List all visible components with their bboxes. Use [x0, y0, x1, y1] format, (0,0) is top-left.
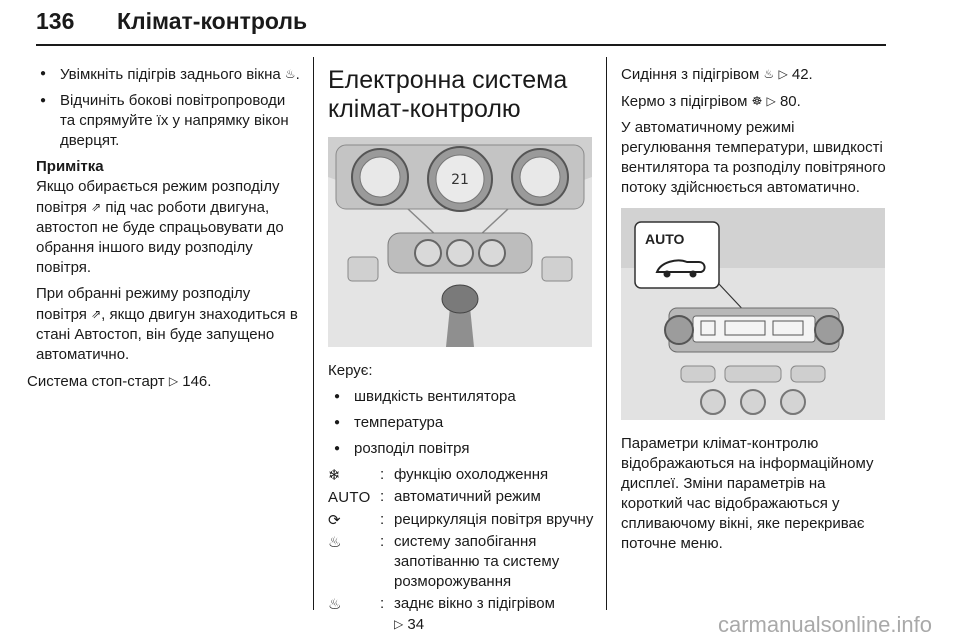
site-watermark: carmanualsonline.info: [717, 612, 932, 637]
column-divider-2: [606, 57, 607, 610]
column-middle: [328, 66, 594, 637]
auto-label: AUTO: [645, 231, 685, 247]
note-title: Примітка: [36, 158, 104, 175]
heated-seat-reference: Сидіння з підігрівом ♨ ▷ 42.: [621, 66, 813, 83]
display-panel: [665, 308, 843, 352]
upper-panel: [336, 145, 584, 211]
symbol-row-recirculation: ⟳ : рециркуляція повітря вручну: [328, 511, 594, 529]
recirculation-icon: ⟳: [328, 511, 341, 529]
symbol-row-rear-window-heat: ♨ : заднє вікно з підігрівом ▷ 34: [328, 595, 555, 633]
control-fan-speed: ● швидкість вентилятора: [330, 387, 594, 407]
symbols-table: [328, 465, 594, 637]
auto-icon: AUTO: [328, 489, 371, 506]
note-paragraph-1: Якщо обирається режим розподілу повітря ⇗ під час роботи двигуна, автостоп не буде спрацьовувати до обрання іншого виду розподілу повітря.: [36, 178, 284, 276]
column-right: [621, 64, 886, 560]
display-paragraph: Параметри клімат-контролю відображаються на інформаційному дисплеї. Зміни параметрів на короткий час відображаються у спливаючому вікні, яке перекриває поточне меню.: [621, 435, 874, 552]
symbol-row-cooling: ❄ : функцію охолодження: [328, 466, 549, 484]
column-divider-1: [313, 57, 314, 610]
page-reference-link[interactable]: 146.: [182, 373, 212, 390]
page-reference-link[interactable]: 80.: [779, 93, 801, 110]
climate-display-figure: [621, 208, 885, 420]
heated-seat-icon: ♨: [763, 67, 775, 81]
lower-console: [388, 233, 532, 273]
page-reference-icon: ▷: [168, 374, 179, 388]
page-number: 136: [36, 8, 75, 34]
heated-wheel-reference: Кермо з підігрівом ☸ ▷ 80.: [621, 93, 801, 110]
instruction-rear-defrost: ● Увімкніть підігрів заднього вікна ♨.: [36, 64, 304, 85]
stop-start-reference: Система стоп-старт ▷ 146.: [27, 373, 212, 390]
symbol-row-auto: AUTO : автоматичний режим: [328, 488, 541, 506]
page-reference-link[interactable]: 34: [407, 616, 425, 633]
rear-defrost-icon: ♨: [284, 67, 296, 81]
symbol-row-windscreen-defrost: ♨ : систему запобігання запотіванню та систему розморожування: [328, 533, 560, 590]
cooling-icon: ❄: [328, 466, 341, 484]
rear-window-heat-icon: ♨: [328, 595, 342, 613]
control-temperature: ● температура: [330, 413, 594, 433]
climate-control-panel-figure: [328, 137, 592, 347]
auto-mode-paragraph: У автоматичному режимі регулювання температури, швидкості вентилятора та розподілу повітряного потоку здійснюється автоматично.: [621, 119, 886, 196]
note-paragraph-2: При обранні режиму розподілу повітря ⇗, якщо двигун знаходиться в стані Автостоп, він буде запущено автоматично.: [36, 285, 298, 363]
instruction-side-vents: ● Відчиніть бокові повітропроводи та спрямуйте їх у напрямку вікон дверцят.: [36, 91, 304, 151]
temperature-display: 21: [451, 172, 469, 188]
page-reference-icon: ▷: [766, 94, 776, 108]
control-air-distribution: ● розподіл повітря: [330, 439, 594, 459]
page-reference-icon: ▷: [394, 617, 404, 631]
windscreen-defrost-icon: ♨: [328, 533, 342, 551]
controls-label: Керує:: [328, 362, 373, 379]
air-distribution-windscreen-icon: ⇗: [91, 200, 102, 214]
page-header-title: Клімат-контроль: [117, 8, 308, 34]
page-reference-icon: ▷: [778, 67, 788, 81]
header-rule: [36, 44, 886, 46]
heated-steering-wheel-icon: ☸: [751, 94, 763, 108]
air-distribution-windscreen-icon: ⇗: [91, 307, 102, 321]
page-reference-link[interactable]: 42.: [791, 66, 813, 83]
button-row: [681, 366, 825, 382]
column-left: [27, 64, 304, 398]
control-knobs: [701, 390, 805, 414]
section-title: Електронна система клімат-контролю: [328, 66, 568, 123]
